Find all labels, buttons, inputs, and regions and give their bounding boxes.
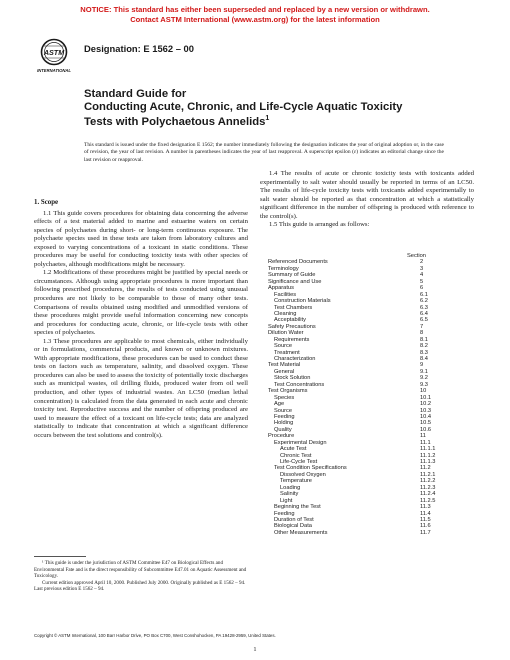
toc-section-number: 11.1.3 xyxy=(420,459,436,465)
title-line-2: Conducting Acute, Chronic, and Life-Cycle Aquatic Toxicity xyxy=(84,100,403,113)
toc-label: Biological Data xyxy=(274,523,312,530)
toc-section-number: 9.1 xyxy=(420,368,428,375)
standard-note: This standard is issued under the fixed designation E 1562; the number immediately following the designation indicates the year of original adoption or, in the case of revision, the year of last revision. A number in parentheses indicates the year of last reapproval. A superscript epsilon (ε) indicates an editorial change since the last revision or reapproval. xyxy=(84,142,444,163)
toc-label: Feeding xyxy=(274,510,295,517)
toc-label: Duration of Test xyxy=(274,516,314,523)
toc-section-number: 5 xyxy=(420,278,424,285)
toc-section-number: 10.3 xyxy=(420,407,432,414)
toc-label: Treatment xyxy=(274,349,300,356)
toc-section-number: 6.5 xyxy=(420,317,428,324)
toc-label: Dilution Water xyxy=(268,330,304,337)
toc-section-number: 11.2.5 xyxy=(420,497,436,504)
toc-label: Feeding xyxy=(274,413,295,420)
toc-label: Source xyxy=(274,343,293,350)
paragraph-1-5: 1.5 This guide is arranged as follows: xyxy=(269,221,370,229)
toc-label: Beginning the Test xyxy=(274,504,321,511)
toc-section-number: 11.2.1 xyxy=(420,471,436,478)
toc-section-number: 9.2 xyxy=(420,375,428,382)
toc-section-number: 3 xyxy=(420,265,424,272)
notice-line-1: NOTICE: This standard has either been superseded and replaced by a new version or withdrawn. xyxy=(80,5,430,14)
toc-label: Acceptability xyxy=(274,317,306,324)
toc-section-number: 10.6 xyxy=(420,426,432,433)
toc-label: Salinity xyxy=(280,491,299,498)
toc-section-number: 6.4 xyxy=(420,310,428,317)
toc-section-number: 10.1 xyxy=(420,394,432,401)
toc-label: Loading xyxy=(280,484,301,491)
footnote-1: ¹ This guide is under the jurisdiction of ASTM Committee E47 on Biological Effects and Environmental Fate and is the direct responsibility of Subcommittee E47.01 on Aquatic Assessment and Toxicology. xyxy=(34,560,247,580)
toc-section-number: 10 xyxy=(420,388,427,395)
toc-section-number: 8.4 xyxy=(420,356,428,362)
page-number: 1 xyxy=(253,646,257,653)
toc-label: Test Organisms xyxy=(268,388,308,395)
notice-line-2: Contact ASTM International (www.astm.org) for the latest information xyxy=(130,15,380,24)
toc-label: Acute Test xyxy=(280,446,307,453)
toc-row xyxy=(268,530,474,536)
toc-section-number: 6.2 xyxy=(420,298,428,305)
toc-section-number: 11.7 xyxy=(420,529,431,536)
toc-label: Procedure xyxy=(268,433,295,440)
toc-label: Test Condition Specifications xyxy=(274,465,347,472)
toc-label: Terminology xyxy=(268,265,299,272)
paragraph-1-2: 1.2 Modifications of these procedures might be justified by special needs or circumstances. Although using appropriate procedures is more important than following prescribed procedures, the results of tests conducted using unusual procedures are not likely to be comparable to those of many other tests. Comparisons of results obtained using modified and unmodified versions of these procedures might provide useful information concerning new concepts and procedures for conducting acute, chronic, or life-cycle tests with other species of polychaetes. xyxy=(34,269,248,337)
copyright: Copyright © ASTM International, 100 Barr Harbor Drive, PO Box C700, West Conshohocken, PA 19428-2959, United States. xyxy=(34,633,276,638)
toc-section-number: 6 xyxy=(420,285,424,292)
toc-section-number: 11.2 xyxy=(420,465,431,472)
toc-label: Safety Precautions xyxy=(268,323,316,330)
paragraph-1-1: 1.1 This guide covers procedures for obtaining data concerning the adverse effects of a test material added to marine and estuarine waters on certain species of polychaetes during short- or long-term continuous exposure. The polychaete species used in these tests are taken from laboratory cultures and exposed to varying concentrations of a toxicant in static conditions. These procedures may be useful for conducting toxicity tests with other species of polychaetes, although modifications might be necessary. xyxy=(34,209,248,268)
toc-section-number: 11.2.2 xyxy=(420,478,436,485)
toc-section-number: 6.3 xyxy=(420,304,428,311)
designation: Designation: E 1562 – 00 xyxy=(84,43,194,54)
svg-text:ASTM: ASTM xyxy=(43,48,65,58)
toc-label: Apparatus xyxy=(268,285,294,292)
paragraph-1-4: 1.4 The results of acute or chronic toxicity tests with toxicants added experimentally to salt water should usually be reported in terms of an LC50. The results of life-cycle toxicity tests with toxicants added experimentally to salt water should be reported as that concentration at which a statistically significant difference in the number of offspring is produced with reference to the control(s). xyxy=(260,170,474,220)
toc-section-number: 11.2.4 xyxy=(420,491,436,498)
title-footnote-mark: 1 xyxy=(265,115,270,123)
toc-label: Temperature xyxy=(280,478,312,485)
toc-label: Construction Materials xyxy=(274,298,331,305)
right-column xyxy=(260,170,474,230)
toc-section-number: 10.4 xyxy=(420,413,432,420)
footnote-2: Current edition approved April 10, 2000. Published July 2000. Originally published as E 1562 – 94. Last previous edition E 1562 – 94. xyxy=(34,579,246,593)
toc-label: Holding xyxy=(274,420,294,427)
toc-section-number: 9.3 xyxy=(420,381,428,388)
toc-label: Test Chambers xyxy=(274,304,313,311)
toc-label: Dissolved Oxygen xyxy=(280,471,326,478)
footnotes xyxy=(34,556,248,593)
toc-section-number: 11.5 xyxy=(420,516,431,523)
title-line-1: Standard Guide for xyxy=(84,88,187,100)
toc-section-number: 9 xyxy=(420,362,424,369)
toc-section-number: 11.4 xyxy=(420,510,431,517)
toc-section-number: 11.1.1 xyxy=(420,446,436,453)
toc-label: Source xyxy=(274,407,293,414)
footnote-divider xyxy=(34,556,86,557)
logo-text: INTERNATIONAL xyxy=(37,68,71,73)
toc-section-number: 8.3 xyxy=(420,349,428,356)
toc-label: General xyxy=(274,368,295,375)
toc-section-number: 8.2 xyxy=(420,343,428,350)
toc-section-number: 11.1.2 xyxy=(420,452,436,459)
toc-label: Chronic Test xyxy=(280,452,312,459)
toc-label: Life-Cycle Test xyxy=(280,459,318,465)
toc-label: Summary of Guide xyxy=(268,272,316,279)
toc-label: Stock Solution xyxy=(274,375,311,382)
toc-label: Age xyxy=(274,401,285,408)
section-table xyxy=(268,253,474,536)
toc-label: Referenced Documents xyxy=(268,259,328,266)
astm-logo-icon xyxy=(37,38,71,82)
toc-section-number: 11.1 xyxy=(420,439,431,446)
toc-label: Quality xyxy=(274,426,292,433)
toc-label: Facilities xyxy=(274,291,297,298)
toc-section-number: 11.6 xyxy=(420,523,431,530)
toc-label: Characterization xyxy=(274,356,316,362)
toc-label: Cleaning xyxy=(274,310,297,317)
toc-section-number: 8.1 xyxy=(420,336,428,343)
notice-banner xyxy=(0,5,510,25)
left-column xyxy=(34,199,248,440)
toc-section-number: 11.3 xyxy=(420,504,431,511)
section-heading-scope: 1. Scope xyxy=(34,199,59,206)
toc-section-number: 10.5 xyxy=(420,420,432,427)
toc-section-number: 6.1 xyxy=(420,291,428,298)
toc-section-number: 8 xyxy=(420,330,424,337)
toc-label: Requirements xyxy=(274,336,310,343)
toc-label: Species xyxy=(274,394,295,401)
toc-section-number: 11.2.3 xyxy=(420,484,436,491)
toc-label: Experimental Design xyxy=(274,439,327,446)
toc-label: Test Concentrations xyxy=(274,381,325,388)
toc-section-number: 11 xyxy=(420,433,426,440)
toc-header: Section xyxy=(407,253,426,259)
document-title xyxy=(84,88,444,129)
toc-label: Light xyxy=(280,497,293,504)
toc-label: Significance and Use xyxy=(268,278,322,285)
title-line-3: Tests with Polychaetous Annelids$^1$ xyxy=(84,115,270,128)
toc-section-number: 7 xyxy=(420,323,424,330)
toc-body xyxy=(268,259,474,536)
paragraph-1-3: 1.3 These procedures are applicable to most chemicals, either individually or in formulations, commercial products, and known or unknown mixtures. With appropriate modifications, these procedures can be used to conduct these tests on factors such as temperature, salinity, and dissolved oxygen. These procedures can also be used to assess the toxicity of potentially toxic discharges such as municipal wastes, oil drilling fluids, produced water from oil well production, and other types of industrial wastes. An LC50 (median lethal concentration) is calculated from the data generated in each acute and chronic toxicity test. Reproductive success and the number of offspring produced are used to measure the effect of a toxicant on life-cycle tests; data are analyzed statistically to indicate that concentration at which a significant difference occurs between the test solutions and control(s). xyxy=(34,337,248,439)
toc-section-number: 4 xyxy=(420,272,424,279)
toc-label: Other Measurements xyxy=(274,529,328,536)
toc-section-number: 10.2 xyxy=(420,401,432,408)
toc-label: Test Material xyxy=(268,362,301,369)
toc-section-number: 2 xyxy=(420,259,424,266)
